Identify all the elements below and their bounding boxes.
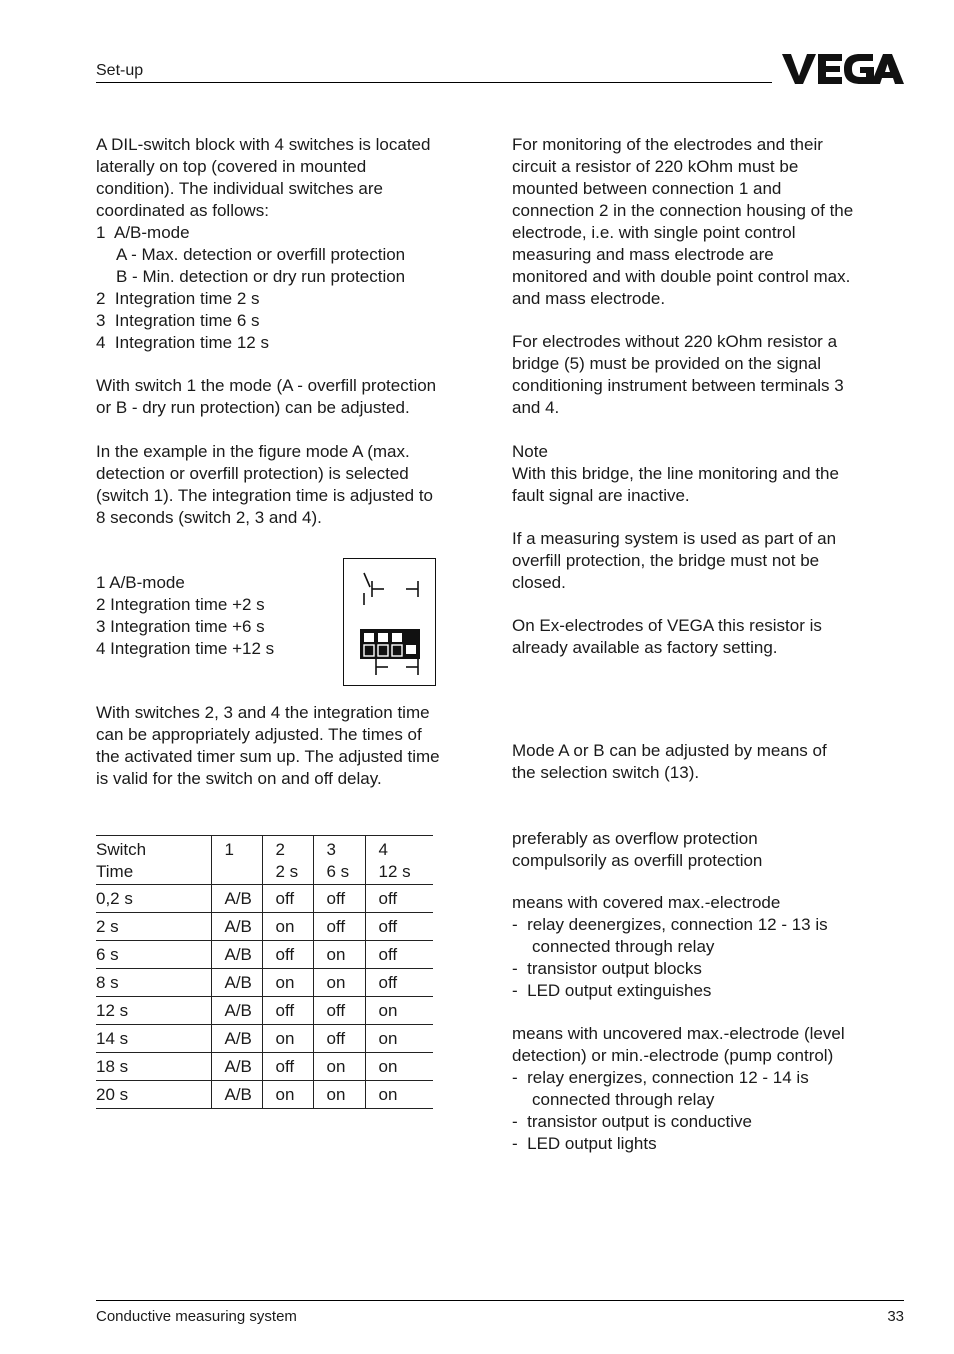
table-row xyxy=(96,1081,433,1109)
table-cell: off xyxy=(365,885,433,913)
table-cell: on xyxy=(365,997,433,1025)
table-cell: A/B xyxy=(211,997,262,1025)
list-item: - relay deenergizes, connection 12 - 13 is connected through relay xyxy=(512,915,828,956)
table-cell: on xyxy=(313,1081,365,1109)
table-cell: A/B xyxy=(211,913,262,941)
table-cell: on xyxy=(262,969,313,997)
covered-block: means with covered max.-electrode - relay deenergizes, connection 12 - 13 is connected through relay - transistor output blocks - LED output extinguishes xyxy=(512,892,912,1002)
table-cell: on xyxy=(262,1025,313,1053)
table-header-cell: Switch Time xyxy=(96,836,211,885)
note-title: Note xyxy=(512,442,548,461)
list-item: 4 Integration time 12 s xyxy=(96,333,269,352)
table-cell: on xyxy=(262,913,313,941)
table-row xyxy=(96,1025,433,1053)
example-paragraph: In the example in the figure mode A (max. detection or overfill protection) is selected (switch 1). The integration time is adjusted to 8 seconds (switch 2, 3 and 4). xyxy=(96,442,434,527)
table-cell: A/B xyxy=(211,1053,262,1081)
table-header-cell: 1 xyxy=(211,836,262,885)
table-cell: A/B xyxy=(211,1081,262,1109)
table-cell: off xyxy=(365,969,433,997)
list-item: 2 Integration time 2 s xyxy=(96,289,260,308)
table-cell: off xyxy=(313,885,365,913)
table-header-cell: 2 2 s xyxy=(262,836,313,885)
integration-paragraph: With switches 2, 3 and 4 the integration time can be appropriately adjusted. The times of the activated timer sum up. The adjusted time is valid for the switch on and off delay. xyxy=(96,703,440,788)
footer-rule xyxy=(96,1300,904,1301)
protection-paragraph: preferably as overflow protection compulsorily as overfill protection xyxy=(512,829,763,870)
table-row xyxy=(96,997,433,1025)
table-cell: off xyxy=(365,941,433,969)
table-cell: 0,2 s xyxy=(96,885,211,913)
table-cell: 20 s xyxy=(96,1081,211,1109)
bridge-paragraph: For electrodes without 220 kOhm resistor a bridge (5) must be provided on the signal conditioning instrument between terminals 3 and 4. xyxy=(512,332,844,417)
note-block: Note With this bridge, the line monitoring and the fault signal are inactive. xyxy=(512,441,912,507)
list-item: - transistor output is conductive xyxy=(512,1112,753,1131)
list-item: - relay energizes, connection 12 - 14 is connected through relay xyxy=(512,1068,809,1109)
table-row xyxy=(96,913,433,941)
switch-list xyxy=(96,222,488,354)
list-item: 1 A/B-mode xyxy=(96,223,190,242)
section-title: Set-up xyxy=(96,62,144,79)
overfill-paragraph: If a measuring system is used as part of an overfill protection, the bridge must not be closed. xyxy=(512,529,837,592)
table-cell: on xyxy=(262,1081,313,1109)
table-cell: off xyxy=(262,885,313,913)
intro-paragraph: A DIL-switch block with 4 switches is located laterally on top (covered in mounted condition). The individual switches are coordinated as follows: xyxy=(96,135,431,220)
table-cell: off xyxy=(262,941,313,969)
table-cell: A/B xyxy=(211,941,262,969)
table-cell: 18 s xyxy=(96,1053,211,1081)
list-item: - LED output extinguishes xyxy=(512,981,712,1000)
monitoring-paragraph: For monitoring of the electrodes and their circuit a resistor of 220 kOhm must be mounted between connection 1 and connection 2 in the connection housing of the electrode, i.e. with single point control measuring and mass electrode are monitored and with double point control max. and mass electrode. xyxy=(512,135,854,308)
table-row xyxy=(96,1053,433,1081)
switch1-paragraph: With switch 1 the mode (A - overfill protection or B - dry run protection) can be adjusted. xyxy=(96,376,437,417)
table-header-cell: 4 12 s xyxy=(365,836,433,885)
figure-legend: 1 A/B-mode 2 Integration time +2 s 3 Integration time +6 s 4 Integration time +12 s xyxy=(96,573,275,658)
table-cell: off xyxy=(262,997,313,1025)
list-item: A - Max. detection or overfill protection xyxy=(116,245,406,264)
uncovered-block: means with uncovered max.-electrode (level detection) or min.-electrode (pump control) - relay energizes, connection 12 - 14 is connected through relay - transistor output is conductive - LED output lights xyxy=(512,1023,912,1155)
table-row xyxy=(96,885,433,913)
table-cell: A/B xyxy=(211,1025,262,1053)
page-number: 33 xyxy=(887,1308,904,1325)
table-cell: on xyxy=(313,969,365,997)
table-cell: A/B xyxy=(211,885,262,913)
table-cell: 12 s xyxy=(96,997,211,1025)
integration-time-table xyxy=(96,835,433,1109)
table-cell: on xyxy=(365,1053,433,1081)
table-cell: off xyxy=(262,1053,313,1081)
mode-paragraph: Mode A or B can be adjusted by means of the selection switch (13). xyxy=(512,741,827,782)
table-cell: off xyxy=(313,913,365,941)
table-header-cell: 3 6 s xyxy=(313,836,365,885)
footer-title: Conductive measuring system xyxy=(96,1308,297,1325)
table-cell: off xyxy=(365,913,433,941)
vega-logo xyxy=(782,50,904,88)
table-cell: on xyxy=(365,1081,433,1109)
table-cell: 6 s xyxy=(96,941,211,969)
table-cell: off xyxy=(313,997,365,1025)
header-rule xyxy=(96,82,772,83)
list-item: B - Min. detection or dry run protection xyxy=(116,267,406,286)
table-cell: 8 s xyxy=(96,969,211,997)
table-row xyxy=(96,941,433,969)
table-header-row xyxy=(96,836,433,885)
ex-electrode-paragraph: On Ex-electrodes of VEGA this resistor is already available as factory setting. xyxy=(512,616,822,657)
list-item: - LED output lights xyxy=(512,1134,657,1153)
table-row xyxy=(96,969,433,997)
dip-switch-figure xyxy=(343,558,436,686)
table-cell: on xyxy=(365,1025,433,1053)
list-item: 3 Integration time 6 s xyxy=(96,311,260,330)
table-cell: 2 s xyxy=(96,913,211,941)
table-cell: on xyxy=(313,1053,365,1081)
table-cell: off xyxy=(313,1025,365,1053)
table-cell: A/B xyxy=(211,969,262,997)
table-cell: on xyxy=(313,941,365,969)
table-cell: 14 s xyxy=(96,1025,211,1053)
list-item: - transistor output blocks xyxy=(512,959,702,978)
